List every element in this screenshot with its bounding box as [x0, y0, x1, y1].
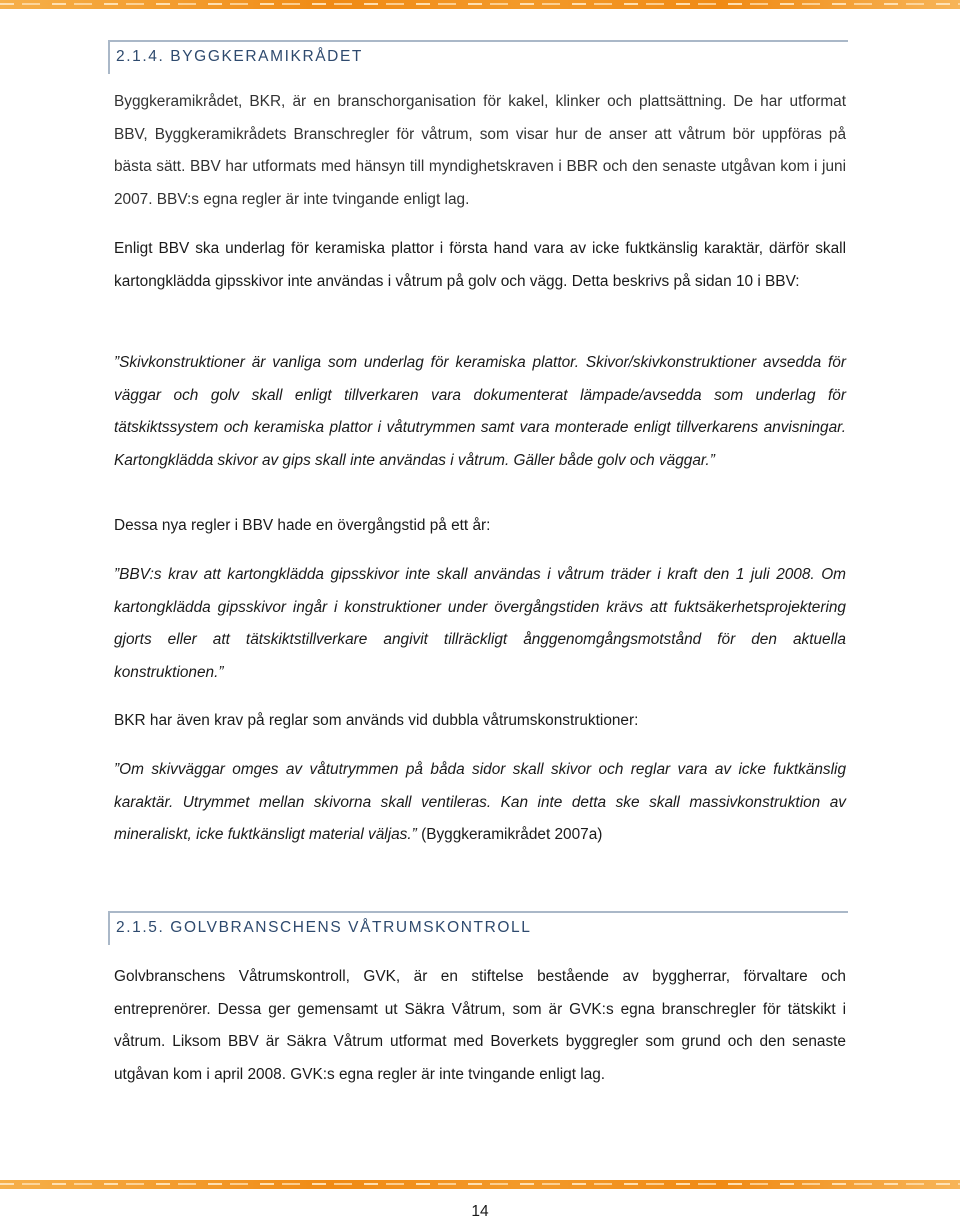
quote-skivkonstruktioner: ”Skivkonstruktioner är vanliga som underlag för keramiska plattor. Skivor/skivkonstruktioner avsedda för väggar och golv skall enligt tillverkaren vara dokumenterat lämpade/avsedda som underlag för tätskiktssystem och keramiska plattor i våtutrymmen samt vara monterade enligt tillverkarens anvisningar. Kartongklädda skivor av gips skall inte användas i våtrum. Gäller både golv och väggar.” — [114, 354, 846, 469]
footer-decorative-band — [0, 1180, 960, 1189]
paragraph-bkr-reglar: BKR har även krav på reglar som används vid dubbla våtrumskonstruktioner: — [114, 712, 639, 729]
header-decorative-band — [0, 0, 960, 9]
quote-kartongkladda-krav: ”BBV:s krav att kartongklädda gipsskivor inte skall användas i våtrum träder i kraft den 1 juli 2008. Om kartongklädda gipsskivor ingår i konstruktioner under övergångstiden krävs att fuktsäkerhetsprojektering gjorts eller att tätskiktstillverkare angivit tillräckligt ånggenomgångsmotstånd för den aktuella konstruktionen.” — [114, 566, 846, 681]
quote-skivvaggar-text: ”Om skivväggar omges av våtutrymmen på båda sidor skall skivor och reglar vara av icke fuktkänslig karaktär. Utrymmet mellan skivorna skall ventileras. Kan inte detta ske skall massivkonstruktion av mineraliskt, icke fuktkänsligt material väljas.” — [114, 761, 846, 844]
paragraph-gvk-intro: Golvbranschens Våtrumskontroll, GVK, är en stiftelse bestående av byggherrar, förvaltare och entreprenörer. Dessa ger gemensamt ut Säkra Våtrum, som är GVK:s egna branschregler för tätskikt i våtrum. Liksom BBV är Säkra Våtrum utformat med Boverkets byggregler som grund och den senaste utgåvan kom i april 2008. GVK:s egna regler är inte tvingande enligt lag. — [114, 968, 846, 1083]
paragraph-overgangstid: Dessa nya regler i BBV hade en övergångstid på ett år: — [114, 517, 491, 534]
section-heading-golvbranschens-vatrumskontroll: 2.1.5. GOLVBRANSCHENS VÅTRUMSKONTROLL — [108, 911, 848, 945]
paragraph-bbv-underlag: Enligt BBV ska underlag för keramiska plattor i första hand vara av icke fuktkänslig karaktär, därför skall kartongklädda gipsskivor inte användas i våtrum på golv och vägg. Detta beskrivs på sidan 10 i BBV: — [114, 240, 846, 290]
quote-skivvaggar — [114, 754, 846, 852]
paragraph-bkr-intro: Byggkeramikrådet, BKR, är en branschorganisation för kakel, klinker och plattsättning. De har utformat BBV, Byggkeramikrådets Branschregler för våtrum, som visar hur de anser att våtrum bör uppföras på bästa sätt. BBV har utformats med hänsyn till myndighetskraven i BBR och den senaste utgåvan kom i juni 2007. BBV:s egna regler är inte tvingande enligt lag. — [114, 93, 846, 208]
section-heading-byggkeramikradet: 2.1.4. BYGGKERAMIKRÅDET — [108, 40, 848, 74]
citation-byggkeramikradet: (Byggkeramikrådet 2007a) — [421, 826, 603, 844]
page-number: 14 — [471, 1203, 489, 1220]
